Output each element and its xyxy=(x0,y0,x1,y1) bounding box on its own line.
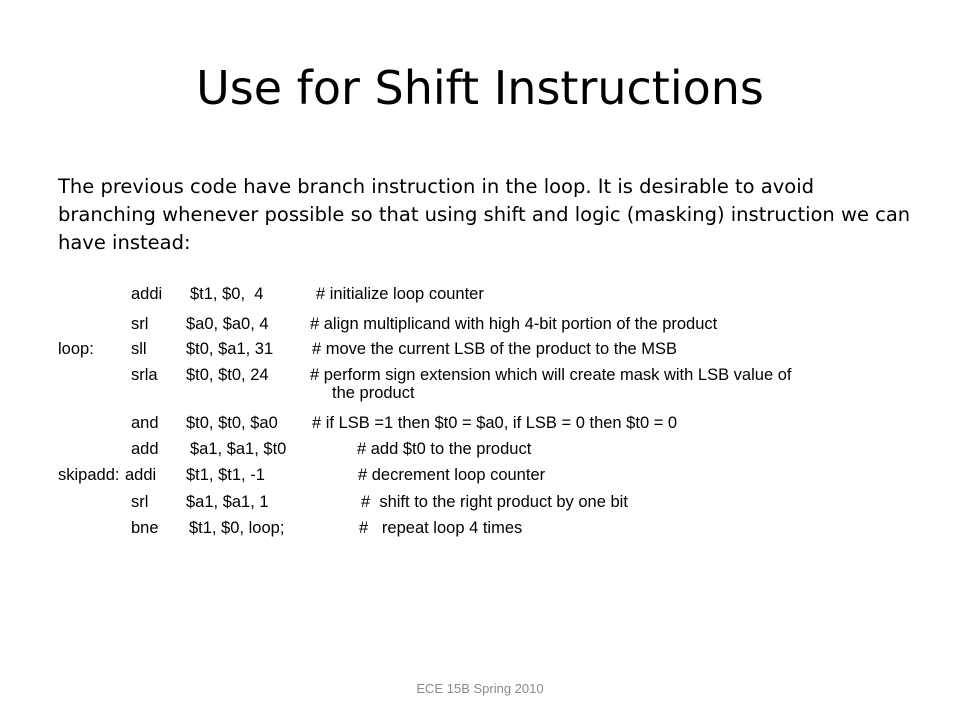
code-opcode: addi xyxy=(125,466,157,484)
code-args: $a1, $a1, $t0 xyxy=(190,440,287,458)
code-comment: # shift to the right product by one bit xyxy=(361,493,628,511)
code-comment: # perform sign extension which will create mask with LSB value of xyxy=(310,366,792,384)
code-args: $t1, $0, 4 xyxy=(190,285,264,303)
code-comment: # if LSB =1 then $t0 = $a0, if LSB = 0 then $t0 = 0 xyxy=(312,414,678,432)
code-args: $t1, $0, loop; xyxy=(189,519,285,537)
code-opcode: srl xyxy=(131,315,149,333)
code-label: skipadd: xyxy=(58,466,120,484)
code-args: $t0, $t0, $a0 xyxy=(186,414,278,432)
code-label: loop: xyxy=(58,340,94,358)
slide-title: Use for Shift Instructions xyxy=(196,61,764,115)
code-args: $t1, $t1, -1 xyxy=(186,466,265,484)
code-opcode: bne xyxy=(131,519,159,537)
code-opcode: addi xyxy=(131,285,163,303)
code-comment-continuation: the product xyxy=(332,384,415,402)
code-args: $a0, $a0, 4 xyxy=(186,315,269,333)
code-args: $a1, $a1, 1 xyxy=(186,493,269,511)
code-comment: # align multiplicand with high 4-bit portion of the product xyxy=(310,315,718,333)
code-comment: # decrement loop counter xyxy=(358,466,546,484)
code-comment: # initialize loop counter xyxy=(316,285,484,303)
code-opcode: sll xyxy=(131,340,147,358)
code-opcode: srla xyxy=(131,366,158,384)
code-opcode: srl xyxy=(131,493,149,511)
slide-footer: ECE 15B Spring 2010 xyxy=(416,681,544,696)
code-opcode: add xyxy=(131,440,159,458)
code-opcode: and xyxy=(131,414,159,432)
code-comment: # add $t0 to the product xyxy=(357,440,532,458)
code-comment: # move the current LSB of the product to the MSB xyxy=(312,340,678,358)
code-args: $t0, $t0, 24 xyxy=(186,366,269,384)
code-args: $t0, $a1, 31 xyxy=(186,340,274,358)
code-comment: # repeat loop 4 times xyxy=(359,519,523,537)
intro-paragraph: The previous code have branch instruction in the loop. It is desirable to avoid branching whenever possible so that using shift and logic (masking) instruction we can have instead: xyxy=(58,175,911,254)
